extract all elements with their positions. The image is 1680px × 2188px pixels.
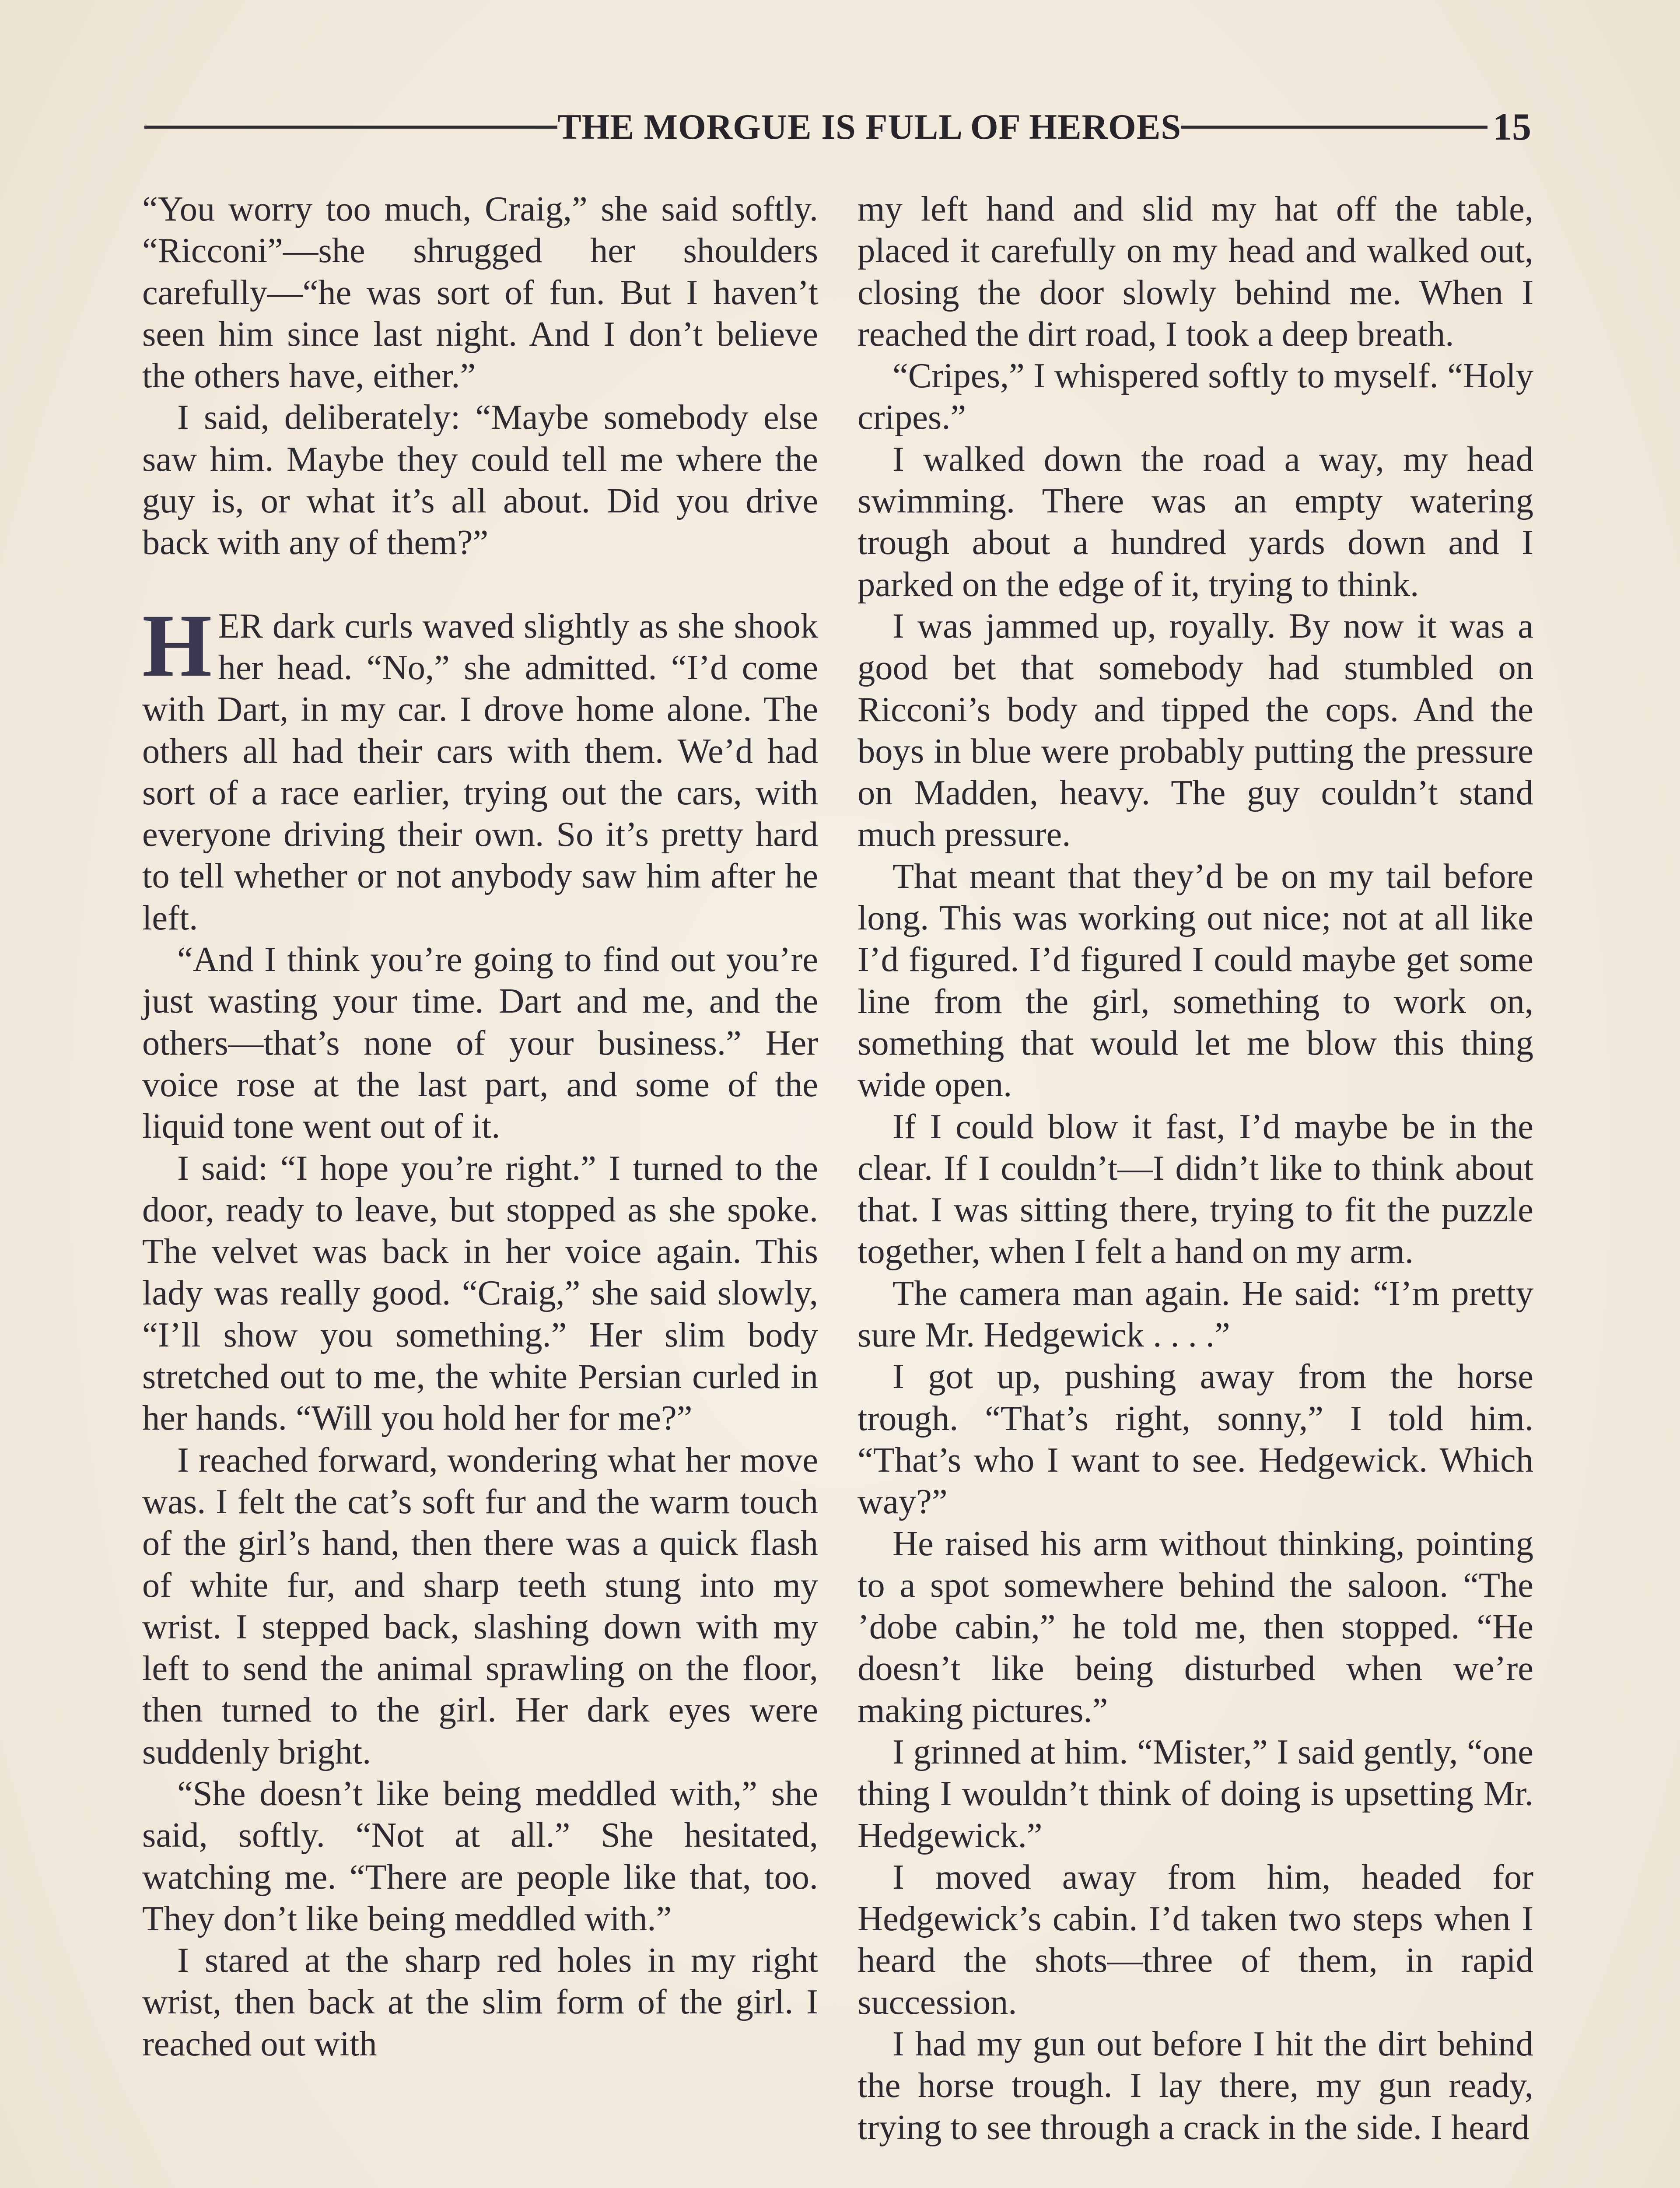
left-column bbox=[142, 188, 818, 2065]
paragraph-drop-cap bbox=[142, 596, 818, 939]
paragraph: I moved away from him, headed for Hedgewick’s cabin. I’d taken two steps when I heard the shots—three of them, in rapid succession. bbox=[858, 1857, 1533, 2022]
header-rule-left bbox=[144, 126, 557, 129]
right-column bbox=[858, 188, 1533, 2148]
paragraph: I got up, pushing away from the horse trough. “That’s right, sonny,” I told him. “That’s who I want to see. Hedgewick. Which way?” bbox=[858, 1357, 1533, 1522]
page-number: 15 bbox=[1493, 105, 1531, 148]
paragraph: I stared at the sharp red holes in my right wrist, then back at the slim form of the girl. I reached out with bbox=[142, 1941, 818, 2063]
paragraph: He raised his arm without thinking, pointing to a spot somewhere behind the saloon. “The ’dobe cabin,” he told me, then stopped. “He doesn’t like being disturbed when we’re making pictures.” bbox=[858, 1524, 1533, 1730]
paragraph: my left hand and slid my hat off the table, placed it carefully on my head and walked out, closing the door slowly behind me. When I reached the dirt road, I took a deep breath. bbox=[858, 189, 1533, 354]
paragraph: I reached forward, wondering what her move was. I felt the cat’s soft fur and the warm touch of the girl’s hand, then there was a quick flash of white fur, and sharp teeth stung into my wrist. I stepped back, slashing down with my left to send the animal sprawling on the floor, then turned to the girl. Her dark eyes were suddenly bright. bbox=[142, 1440, 818, 1771]
paragraph: I walked down the road a way, my head swimming. There was an empty watering trough about a hundred yards down and I parked on the edge of it, trying to think. bbox=[858, 439, 1533, 604]
paragraph: I grinned at him. “Mister,” I said gently, “one thing I wouldn’t think of doing is upsetting Mr. Hedgewick.” bbox=[858, 1732, 1533, 1855]
paragraph: “She doesn’t like being meddled with,” she said, softly. “Not at all.” She hesitated, watching me. “There are people like that, too. They don’t like being meddled with.” bbox=[142, 1774, 818, 1938]
paragraph: “And I think you’re going to find out you’re just wasting your time. Dart and me, and the others—that’s none of your business.” Her voice rose at the last part, and some of the liquid tone went out of it. bbox=[142, 940, 818, 1146]
paragraph: I said, deliberately: “Maybe somebody else saw him. Maybe they could tell me where the guy is, or what it’s all about. Did you drive back with any of them?” bbox=[142, 398, 818, 562]
paragraph: The camera man again. He said: “I’m pretty sure Mr. Hedgewick . . . .” bbox=[858, 1273, 1533, 1355]
paragraph: I said: “I hope you’re right.” I turned to the door, ready to leave, but stopped as she spoke. The velvet was back in her voice again. This lady was really good. “Craig,” she said slowly, “I’ll show you something.” Her slim body stretched out to me, the white Persian curled in her hands. “Will you hold her for me?” bbox=[142, 1148, 818, 1438]
paragraph: “You worry too much, Craig,” she said softly. “Ricconi”—she shrugged her shoulders carefully—“he was sort of fun. But I haven’t seen him since last night. And I don’t believe the others have, either.” bbox=[142, 189, 818, 396]
paragraph: I was jammed up, royally. By now it was a good bet that somebody had stumbled on Ricconi’s body and tipped the cops. And the boys in blue were probably putting the pressure on Madden, heavy. The guy couldn’t stand much pressure. bbox=[858, 606, 1533, 854]
paragraph: That meant that they’d be on my tail before long. This was working out nice; not at all like I’d figured. I’d figured I could maybe get some line from the girl, something to work on, something that would let me blow this thing wide open. bbox=[858, 856, 1533, 1105]
paragraph-text: ER dark curls waved slightly as she shook her head. “No,” she admitted. “I’d come with Dart, in my car. I drove home alone. The others all had their cars with them. We’d had sort of a race earlier, trying out the cars, with everyone driving their own. So it’s pretty hard to tell whether or not anybody saw him after he left. bbox=[142, 606, 818, 937]
paragraph: If I could blow it fast, I’d maybe be in the clear. If I couldn’t—I didn’t like to think about that. I was sitting there, trying to fit the puzzle together, when I felt a hand on my arm. bbox=[858, 1107, 1533, 1271]
paragraph: I had my gun out before I hit the dirt behind the horse trough. I lay there, my gun ready, trying to see through a crack in the side. I heard bbox=[858, 2024, 1533, 2147]
paragraph: “Cripes,” I whispered softly to myself. “Holy cripes.” bbox=[858, 356, 1533, 437]
header-rule-right bbox=[1181, 126, 1488, 129]
drop-cap: H bbox=[142, 596, 212, 695]
running-header bbox=[144, 103, 1531, 151]
running-title: THE MORGUE IS FULL OF HEROES bbox=[557, 107, 1181, 147]
